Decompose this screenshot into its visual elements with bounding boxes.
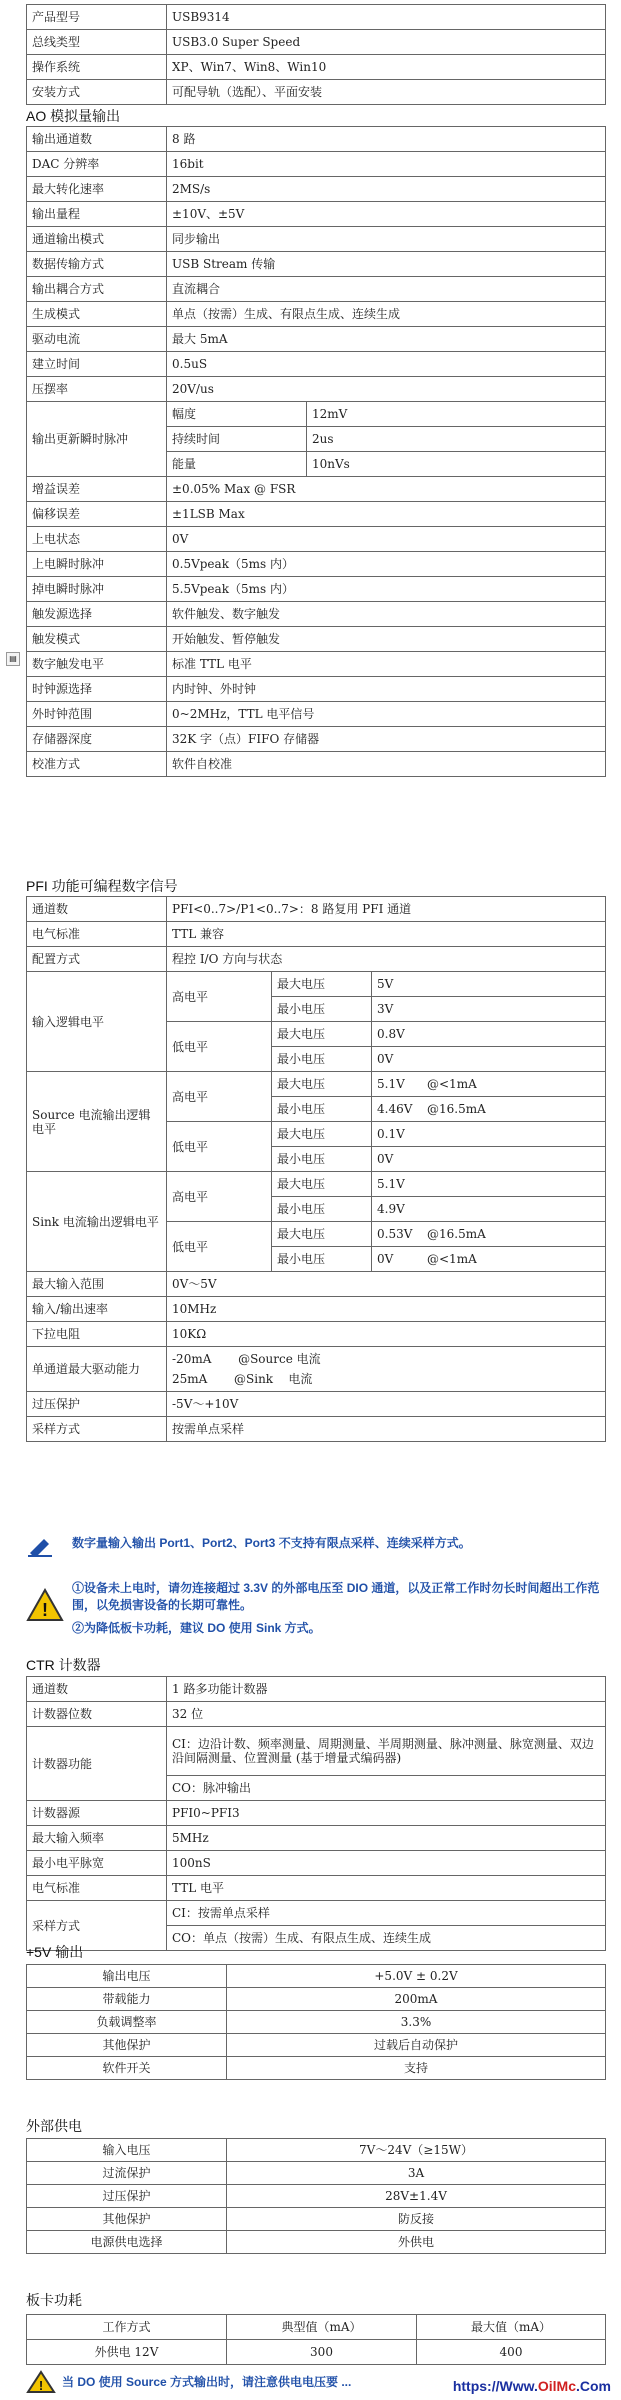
table-row bbox=[27, 1965, 606, 1988]
table-row bbox=[27, 627, 606, 652]
spec-sublabel: 最大电压 bbox=[272, 1222, 372, 1247]
spec-value: CI：边沿计数、频率测量、周期测量、半周期测量、脉冲测量、脉宽测量、双边沿间隔测量、位置测量 (基于增量式编码器) bbox=[167, 1727, 606, 1776]
spec-value: 20V/us bbox=[167, 377, 606, 402]
spec-label: 过压保护 bbox=[27, 2185, 227, 2208]
voltage-value: 4.9V bbox=[377, 1202, 405, 1216]
drive-line: 25mA @Sink 电流 bbox=[172, 1372, 313, 1386]
spec-label: 增益误差 bbox=[27, 477, 167, 502]
spec-sublabel: 最小电压 bbox=[272, 1197, 372, 1222]
table-row bbox=[27, 677, 606, 702]
spec-label: 通道数 bbox=[27, 1677, 167, 1702]
level-label: 高电平 bbox=[167, 1072, 272, 1122]
table-row bbox=[27, 1322, 606, 1347]
spec-label: 其他保护 bbox=[27, 2034, 227, 2057]
spec-label: 最大输入频率 bbox=[27, 1826, 167, 1851]
spec-value: 32K 字（点）FIFO 存储器 bbox=[167, 727, 606, 752]
table-row bbox=[27, 502, 606, 527]
v5-spec-table bbox=[26, 1964, 606, 2080]
watermark bbox=[453, 2378, 611, 2394]
current-condition: @<1mA bbox=[427, 1077, 477, 1091]
spec-sublabel: 幅度 bbox=[167, 402, 307, 427]
spec-value: USB Stream 传输 bbox=[167, 252, 606, 277]
spec-label: 采样方式 bbox=[27, 1417, 167, 1442]
table-row bbox=[27, 2340, 606, 2365]
column-header: 工作方式 bbox=[27, 2315, 227, 2340]
spec-value: ±0.05% Max @ FSR bbox=[167, 477, 606, 502]
table-row bbox=[27, 1677, 606, 1702]
pfi-section-title: PFI 功能可编程数字信号 bbox=[26, 878, 178, 894]
voltage-value: 0V bbox=[377, 1052, 394, 1066]
spec-sublabel: 最小电压 bbox=[272, 997, 372, 1022]
spec-value: 0.5Vpeak（5ms 内） bbox=[167, 552, 606, 577]
svg-text:!: ! bbox=[42, 1600, 48, 1620]
spec-value bbox=[372, 1022, 606, 1047]
voltage-value: 5V bbox=[377, 977, 394, 991]
table-row bbox=[27, 2208, 606, 2231]
spec-value: 防反接 bbox=[227, 2208, 606, 2231]
spec-label: 操作系统 bbox=[27, 55, 167, 80]
spec-sublabel: 最小电压 bbox=[272, 1147, 372, 1172]
spec-sublabel: 最大电压 bbox=[272, 1022, 372, 1047]
spec-value: 10MHz bbox=[167, 1297, 606, 1322]
table-row bbox=[27, 1801, 606, 1826]
note-text-2: 当 DO 使用 Source 方式输出时，请注意供电电压要 ... bbox=[62, 2375, 352, 2389]
spec-label: 输出耦合方式 bbox=[27, 277, 167, 302]
svg-text:!: ! bbox=[38, 2378, 44, 2393]
spec-label: 电气标准 bbox=[27, 922, 167, 947]
watermark-part-c: .Com bbox=[576, 2378, 611, 2394]
spec-label: 过流保护 bbox=[27, 2162, 227, 2185]
level-label: 高电平 bbox=[167, 972, 272, 1022]
table-row bbox=[27, 1072, 606, 1097]
spec-value: 过载后自动保护 bbox=[227, 2034, 606, 2057]
table-row bbox=[27, 727, 606, 752]
spec-value bbox=[372, 1172, 606, 1197]
spec-value: 8 路 bbox=[167, 127, 606, 152]
spec-label: 生成模式 bbox=[27, 302, 167, 327]
table-row bbox=[27, 1826, 606, 1851]
table-row bbox=[27, 2057, 606, 2080]
spec-value bbox=[167, 1347, 606, 1392]
table-row bbox=[27, 177, 606, 202]
ao-spec-table bbox=[26, 126, 606, 777]
spec-value: USB9314 bbox=[167, 5, 606, 30]
spec-label: 采样方式 bbox=[27, 1901, 167, 1951]
spec-label: 上电瞬时脉冲 bbox=[27, 552, 167, 577]
spec-label: 驱动电流 bbox=[27, 327, 167, 352]
spec-value bbox=[372, 997, 606, 1022]
spec-sublabel: 最大电压 bbox=[272, 1072, 372, 1097]
table-row bbox=[27, 1876, 606, 1901]
spec-value bbox=[372, 1247, 606, 1272]
level-label: 低电平 bbox=[167, 1222, 272, 1272]
spec-label: 安装方式 bbox=[27, 80, 167, 105]
spec-value: 7V～24V（≥15W） bbox=[227, 2139, 606, 2162]
ext-spec-table bbox=[26, 2138, 606, 2254]
spec-value: 0.5uS bbox=[167, 352, 606, 377]
spec-value: 外供电 bbox=[227, 2231, 606, 2254]
voltage-value: 0.8V bbox=[377, 1027, 405, 1041]
spec-label: 软件开关 bbox=[27, 2057, 227, 2080]
spec-value: 0V～5V bbox=[167, 1272, 606, 1297]
spec-value: 28V±1.4V bbox=[227, 2185, 606, 2208]
spec-label: 配置方式 bbox=[27, 947, 167, 972]
table-row bbox=[27, 477, 606, 502]
spec-label: 通道数 bbox=[27, 897, 167, 922]
table-row bbox=[27, 577, 606, 602]
table-row bbox=[27, 897, 606, 922]
table-row bbox=[27, 1297, 606, 1322]
table-row bbox=[27, 652, 606, 677]
table-row bbox=[27, 252, 606, 277]
spec-value: 32 位 bbox=[167, 1702, 606, 1727]
table-row bbox=[27, 602, 606, 627]
warning-note bbox=[26, 1580, 606, 1640]
spec-value: XP、Win7、Win8、Win10 bbox=[167, 55, 606, 80]
ao-section-title: AO 模拟量输出 bbox=[26, 108, 121, 124]
spec-sublabel: 持续时间 bbox=[167, 427, 307, 452]
spec-value: 2MS/s bbox=[167, 177, 606, 202]
spec-label: 负载调整率 bbox=[27, 2011, 227, 2034]
page-marker-icon: ▤ bbox=[6, 652, 20, 666]
table-row bbox=[27, 922, 606, 947]
voltage-value: 5.1V bbox=[377, 1077, 405, 1091]
table-row bbox=[27, 2011, 606, 2034]
table-row bbox=[27, 2139, 606, 2162]
spec-value: 100nS bbox=[167, 1851, 606, 1876]
power-section-title: 板卡功耗 bbox=[26, 2292, 82, 2308]
spec-sublabel: 最小电压 bbox=[272, 1047, 372, 1072]
spec-label: 输出电压 bbox=[27, 1965, 227, 1988]
ctr-section-title: CTR 计数器 bbox=[26, 1657, 101, 1673]
spec-label: 偏移误差 bbox=[27, 502, 167, 527]
spec-sublabel: 最大电压 bbox=[272, 1172, 372, 1197]
table-row bbox=[27, 152, 606, 177]
voltage-value: 0V bbox=[377, 1252, 394, 1266]
spec-value: 软件触发、数字触发 bbox=[167, 602, 606, 627]
spec-value: 开始触发、暂停触发 bbox=[167, 627, 606, 652]
table-row bbox=[27, 55, 606, 80]
spec-value bbox=[372, 1072, 606, 1097]
spec-label: 计数器位数 bbox=[27, 1702, 167, 1727]
spec-value: 300 bbox=[227, 2340, 417, 2365]
spec-label: 最大转化速率 bbox=[27, 177, 167, 202]
table-row bbox=[27, 1988, 606, 2011]
spec-value: -5V～+10V bbox=[167, 1392, 606, 1417]
spec-value: 400 bbox=[417, 2340, 606, 2365]
voltage-value: 0.1V bbox=[377, 1127, 405, 1141]
spec-value bbox=[372, 1047, 606, 1072]
voltage-value: 5.1V bbox=[377, 1177, 405, 1191]
table-row bbox=[27, 277, 606, 302]
voltage-value: 0V bbox=[377, 1152, 394, 1166]
spec-label: 通道输出模式 bbox=[27, 227, 167, 252]
spec-label: 计数器功能 bbox=[27, 1727, 167, 1801]
table-row bbox=[27, 552, 606, 577]
table-row bbox=[27, 2034, 606, 2057]
table-row bbox=[27, 2162, 606, 2185]
spec-value: CI：按需单点采样 bbox=[167, 1901, 606, 1926]
spec-sublabel: 最小电压 bbox=[272, 1097, 372, 1122]
spec-value: USB3.0 Super Speed bbox=[167, 30, 606, 55]
table-row bbox=[27, 1347, 606, 1392]
spec-value: ±10V、±5V bbox=[167, 202, 606, 227]
current-condition: @16.5mA bbox=[427, 1227, 486, 1241]
table-row bbox=[27, 1702, 606, 1727]
spec-value: CO：脉冲输出 bbox=[167, 1776, 606, 1801]
spec-value: 0~2MHz，TTL 电平信号 bbox=[167, 702, 606, 727]
spec-value: 0V bbox=[167, 527, 606, 552]
power-table bbox=[26, 2314, 606, 2365]
spec-label: 最小电平脉宽 bbox=[27, 1851, 167, 1876]
spec-sublabel: 最大电压 bbox=[272, 1122, 372, 1147]
table-row bbox=[27, 30, 606, 55]
voltage-value: 4.46V bbox=[377, 1102, 413, 1116]
warning-text-2: ②为降低板卡功耗，建议 DO 使用 Sink 方式。 bbox=[72, 1621, 321, 1635]
table-row bbox=[27, 752, 606, 777]
table-row bbox=[27, 302, 606, 327]
table-row bbox=[27, 1392, 606, 1417]
spec-label: 外时钟范围 bbox=[27, 702, 167, 727]
spec-value: 16bit bbox=[167, 152, 606, 177]
spec-label: 建立时间 bbox=[27, 352, 167, 377]
spec-value: 3A bbox=[227, 2162, 606, 2185]
table-row bbox=[27, 227, 606, 252]
table-row bbox=[27, 377, 606, 402]
table-row bbox=[27, 702, 606, 727]
spec-value bbox=[372, 1097, 606, 1122]
spec-label: 产品型号 bbox=[27, 5, 167, 30]
spec-label: 总线类型 bbox=[27, 30, 167, 55]
spec-label: 压摆率 bbox=[27, 377, 167, 402]
spec-value: 12mV bbox=[307, 402, 606, 427]
spec-label: 下拉电阻 bbox=[27, 1322, 167, 1347]
pfi-spec-table bbox=[26, 896, 606, 1442]
spec-label: 带载能力 bbox=[27, 1988, 227, 2011]
warning-text-1: ①设备未上电时，请勿连接超过 3.3V 的外部电压至 DIO 通道，以及正常工作时勿长时间超出工作范围，以免损害设备的长期可靠性。 bbox=[72, 1581, 600, 1612]
voltage-value: 0.53V bbox=[377, 1227, 413, 1241]
spec-value: TTL 兼容 bbox=[167, 922, 606, 947]
spec-value: 程控 I/O 方向与状态 bbox=[167, 947, 606, 972]
spec-sublabel: 最大电压 bbox=[272, 972, 372, 997]
table-row bbox=[27, 5, 606, 30]
spec-value: 软件自校准 bbox=[167, 752, 606, 777]
level-label: 低电平 bbox=[167, 1022, 272, 1072]
spec-label: 过压保护 bbox=[27, 1392, 167, 1417]
spec-label: 输出通道数 bbox=[27, 127, 167, 152]
table-row bbox=[27, 2185, 606, 2208]
spec-value bbox=[372, 972, 606, 997]
current-condition: @<1mA bbox=[427, 1252, 477, 1266]
pen-note bbox=[26, 1535, 606, 1557]
pen-note-icon bbox=[26, 1535, 56, 1557]
level-label: 高电平 bbox=[167, 1172, 272, 1222]
level-label: 低电平 bbox=[167, 1122, 272, 1172]
spec-value: TTL 电平 bbox=[167, 1876, 606, 1901]
table-row bbox=[27, 202, 606, 227]
warning-triangle-icon bbox=[26, 2370, 56, 2394]
watermark-part-a: https://Www. bbox=[452, 2378, 538, 2394]
watermark-part-b: OilMc bbox=[537, 2378, 576, 2394]
table-row bbox=[27, 127, 606, 152]
ctr-spec-table bbox=[26, 1676, 606, 1951]
spec-value: 标准 TTL 电平 bbox=[167, 652, 606, 677]
spec-value bbox=[372, 1197, 606, 1222]
spec-value: 10nVs bbox=[307, 452, 606, 477]
spec-label: 掉电瞬时脉冲 bbox=[27, 577, 167, 602]
spec-label: 输出更新瞬时脉冲 bbox=[27, 402, 167, 477]
spec-label: 输出量程 bbox=[27, 202, 167, 227]
spec-label: 时钟源选择 bbox=[27, 677, 167, 702]
table-row bbox=[27, 402, 606, 427]
table-row bbox=[27, 1172, 606, 1197]
table-row bbox=[27, 2315, 606, 2340]
spec-value: 单点（按需）生成、有限点生成、连续生成 bbox=[167, 302, 606, 327]
spec-value: 按需单点采样 bbox=[167, 1417, 606, 1442]
basic-info-table bbox=[26, 4, 606, 105]
spec-label: 输入/输出速率 bbox=[27, 1297, 167, 1322]
spec-label: 触发模式 bbox=[27, 627, 167, 652]
spec-value: 5.5Vpeak（5ms 内） bbox=[167, 577, 606, 602]
spec-value: PFI0~PFI3 bbox=[167, 1801, 606, 1826]
table-row bbox=[27, 527, 606, 552]
ext-section-title: 外部供电 bbox=[26, 2118, 82, 2134]
spec-value: 3.3% bbox=[227, 2011, 606, 2034]
spec-value bbox=[372, 1147, 606, 1172]
spec-label: DAC 分辨率 bbox=[27, 152, 167, 177]
spec-value: CO：单点（按需）生成、有限点生成、连续生成 bbox=[167, 1926, 606, 1951]
table-row bbox=[27, 1727, 606, 1776]
note-text-1: 数字量输入输出 Port1、Port2、Port3 不支持有限点采样、连续采样方式。 bbox=[72, 1536, 471, 1550]
drive-line: -20mA @Source 电流 bbox=[172, 1352, 321, 1366]
table-row bbox=[27, 80, 606, 105]
v5-section-title: +5V 输出 bbox=[26, 1944, 84, 1960]
spec-value: 1 路多功能计数器 bbox=[167, 1677, 606, 1702]
current-condition: @16.5mA bbox=[427, 1102, 486, 1116]
spec-label: Source 电流输出逻辑电平 bbox=[27, 1072, 167, 1172]
spec-label: 数字触发电平 bbox=[27, 652, 167, 677]
spec-sublabel: 最小电压 bbox=[272, 1247, 372, 1272]
spec-label: 触发源选择 bbox=[27, 602, 167, 627]
spec-value: 最大 5mA bbox=[167, 327, 606, 352]
spec-value bbox=[372, 1222, 606, 1247]
spec-label: 存储器深度 bbox=[27, 727, 167, 752]
column-header: 最大值（mA） bbox=[417, 2315, 606, 2340]
table-row bbox=[27, 352, 606, 377]
spec-label: Sink 电流输出逻辑电平 bbox=[27, 1172, 167, 1272]
spec-value: 2us bbox=[307, 427, 606, 452]
spec-value: ±1LSB Max bbox=[167, 502, 606, 527]
spec-value: 同步输出 bbox=[167, 227, 606, 252]
spec-sublabel: 能量 bbox=[167, 452, 307, 477]
spec-value: 可配导轨（选配）、平面安装 bbox=[167, 80, 606, 105]
spec-label: 最大输入范围 bbox=[27, 1272, 167, 1297]
table-row bbox=[27, 972, 606, 997]
spec-value: 200mA bbox=[227, 1988, 606, 2011]
table-row bbox=[27, 1901, 606, 1926]
spec-label: 单通道最大驱动能力 bbox=[27, 1347, 167, 1392]
spec-label: 数据传输方式 bbox=[27, 252, 167, 277]
spec-value: 外供电 12V bbox=[27, 2340, 227, 2365]
table-row bbox=[27, 2231, 606, 2254]
spec-value: +5.0V ± 0.2V bbox=[227, 1965, 606, 1988]
column-header: 典型值（mA） bbox=[227, 2315, 417, 2340]
spec-value: 内时钟、外时钟 bbox=[167, 677, 606, 702]
table-row bbox=[27, 1272, 606, 1297]
table-row bbox=[27, 327, 606, 352]
warning-triangle-icon bbox=[26, 1588, 64, 1622]
spec-value: 5MHz bbox=[167, 1826, 606, 1851]
spec-label: 校准方式 bbox=[27, 752, 167, 777]
spec-value: 直流耦合 bbox=[167, 277, 606, 302]
spec-label: 上电状态 bbox=[27, 527, 167, 552]
spec-label: 计数器源 bbox=[27, 1801, 167, 1826]
spec-value: PFI<0..7>/P1<0..7>：8 路复用 PFI 通道 bbox=[167, 897, 606, 922]
spec-label: 其他保护 bbox=[27, 2208, 227, 2231]
spec-value bbox=[372, 1122, 606, 1147]
spec-label: 输入电压 bbox=[27, 2139, 227, 2162]
spec-label: 电气标准 bbox=[27, 1876, 167, 1901]
spec-value: 10KΩ bbox=[167, 1322, 606, 1347]
table-row bbox=[27, 947, 606, 972]
spec-label: 电源供电选择 bbox=[27, 2231, 227, 2254]
table-row bbox=[27, 1851, 606, 1876]
spec-value: 支持 bbox=[227, 2057, 606, 2080]
spec-label: 输入逻辑电平 bbox=[27, 972, 167, 1072]
voltage-value: 3V bbox=[377, 1002, 394, 1016]
table-row bbox=[27, 1417, 606, 1442]
